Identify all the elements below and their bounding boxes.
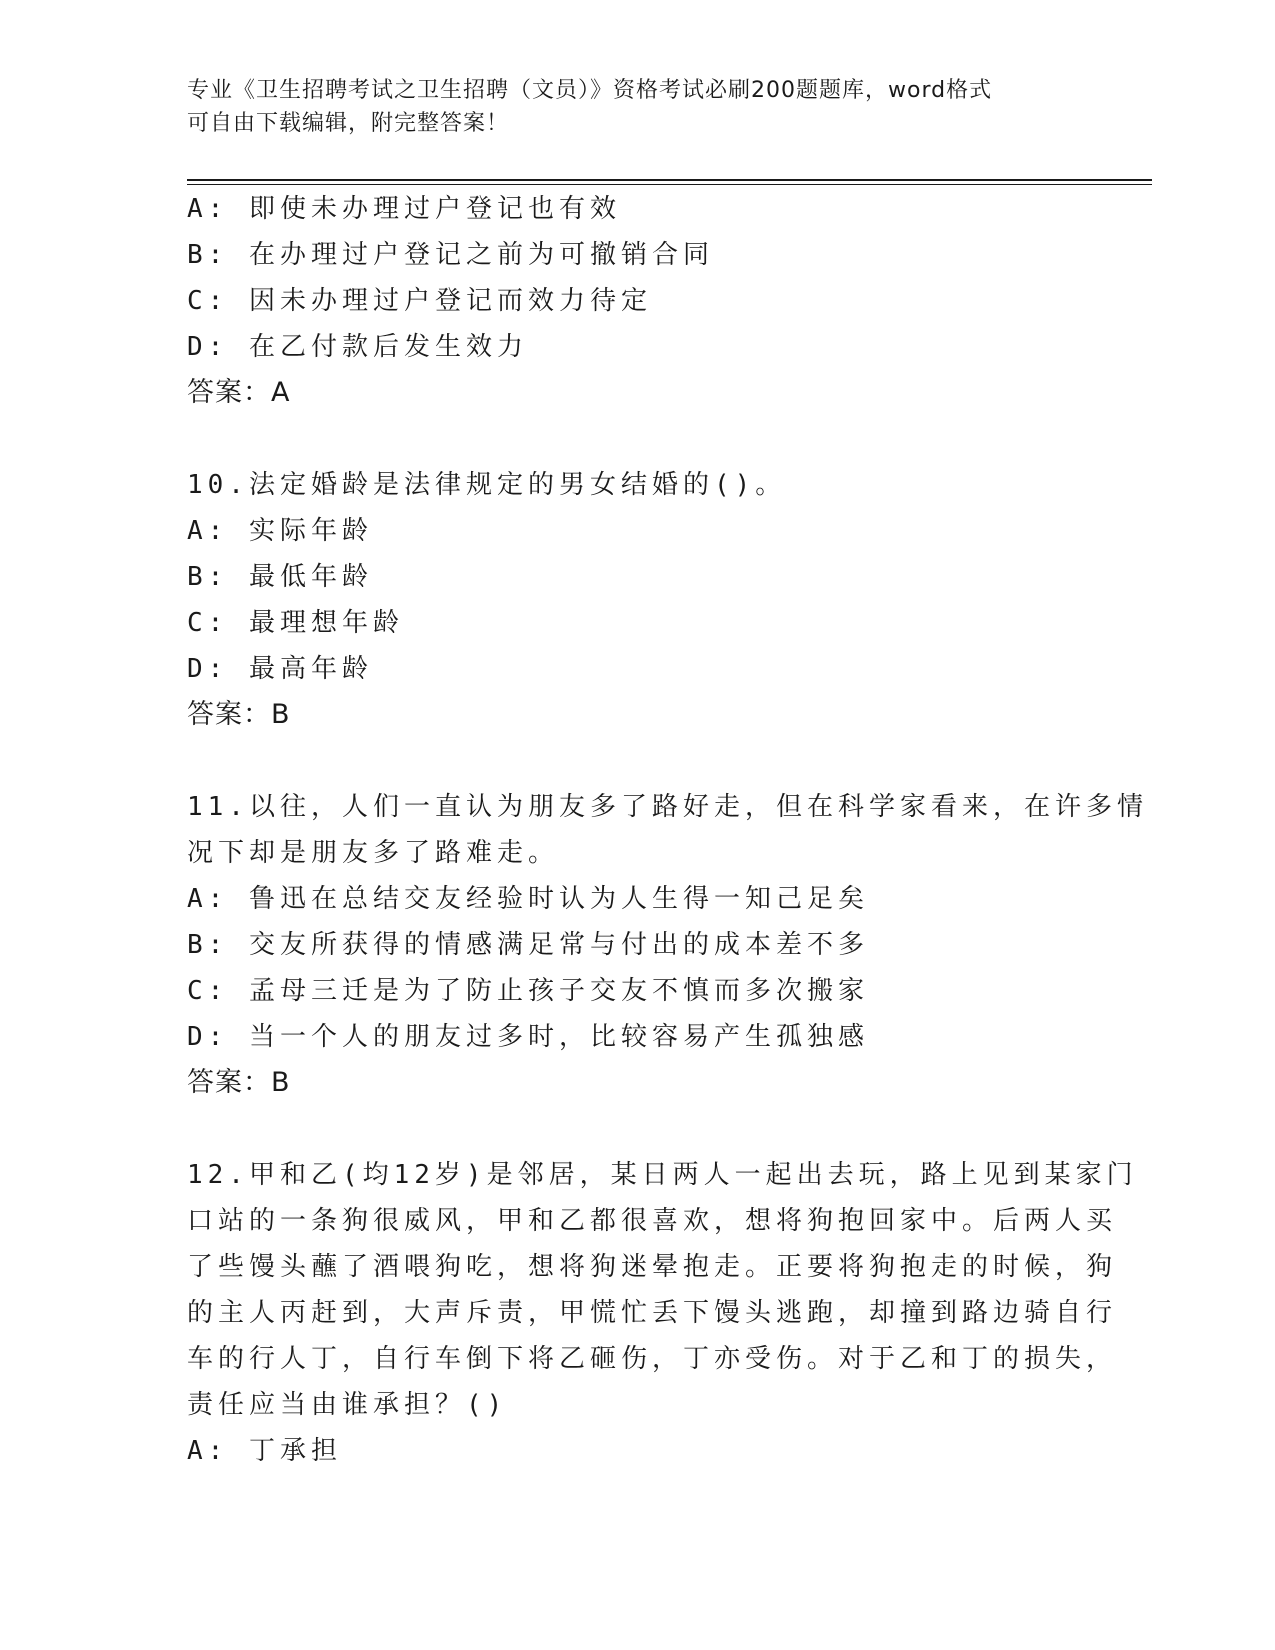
- question-stem: 11.以往，人们一直认为朋友多了路好走，但在科学家看来，在许多情: [187, 792, 1148, 822]
- option-a: A: 鲁迅在总结交友经验时认为人生得一知己足矣: [187, 884, 869, 914]
- question-9-block: [187, 186, 1087, 416]
- question-stem: 况下却是朋友多了路难走。: [187, 838, 560, 868]
- option-c: C: 因未办理过户登记而效力待定: [187, 286, 652, 316]
- spacer: [187, 416, 1087, 462]
- document-header: [187, 74, 1067, 140]
- header-divider-thick: [187, 179, 1152, 181]
- answer-line: 答案：B: [187, 699, 291, 730]
- option-b: B: 交友所获得的情感满足常与付出的成本差不多: [187, 930, 869, 960]
- question-12-block: [187, 1152, 1138, 1474]
- option-a: A: 即使未办理过户登记也有效: [187, 194, 621, 224]
- option-d: D: 当一个人的朋友过多时，比较容易产生孤独感: [187, 1022, 869, 1052]
- question-11-block: [187, 784, 1148, 1106]
- option-c: C: 孟母三迁是为了防止孩子交友不慎而多次搬家: [187, 976, 869, 1006]
- option-b: B: 在办理过户登记之前为可撤销合同: [187, 240, 714, 270]
- question-stem: 车的行人丁，自行车倒下将乙砸伤，丁亦受伤。对于乙和丁的损失，: [187, 1344, 1118, 1374]
- header-line-1: 专业《卫生招聘考试之卫生招聘（文员）》资格考试必刷200题题库，word格式: [187, 78, 993, 103]
- option-a: A: 丁承担: [187, 1436, 342, 1466]
- option-a: A: 实际年龄: [187, 516, 373, 546]
- question-10-block: [187, 462, 1087, 738]
- question-stem: 口站的一条狗很威风，甲和乙都很喜欢，想将狗抱回家中。后两人买: [187, 1206, 1118, 1236]
- spacer: [187, 1106, 1087, 1152]
- question-stem: 的主人丙赶到，大声斥责，甲慌忙丢下馒头逃跑，却撞到路边骑自行: [187, 1298, 1118, 1328]
- option-d: D: 最高年龄: [187, 654, 373, 684]
- option-d: D: 在乙付款后发生效力: [187, 332, 528, 362]
- spacer: [187, 738, 1087, 784]
- document-body: [187, 186, 1148, 1474]
- question-stem: 了些馒头蘸了酒喂狗吃，想将狗迷晕抱走。正要将狗抱走的时候，狗: [187, 1252, 1118, 1282]
- question-stem: 10.法定婚龄是法律规定的男女结婚的()。: [187, 470, 787, 500]
- question-stem: 责任应当由谁承担？(): [187, 1390, 508, 1420]
- answer-line: 答案：B: [187, 1067, 291, 1098]
- option-c: C: 最理想年龄: [187, 608, 404, 638]
- question-stem: 12.甲和乙(均12岁)是邻居，某日两人一起出去玩，路上见到某家门: [187, 1160, 1138, 1190]
- header-line-2: 可自由下载编辑，附完整答案！: [187, 111, 510, 136]
- header-divider-thin: [187, 184, 1152, 185]
- option-b: B: 最低年龄: [187, 562, 373, 592]
- answer-line: 答案：A: [187, 377, 291, 408]
